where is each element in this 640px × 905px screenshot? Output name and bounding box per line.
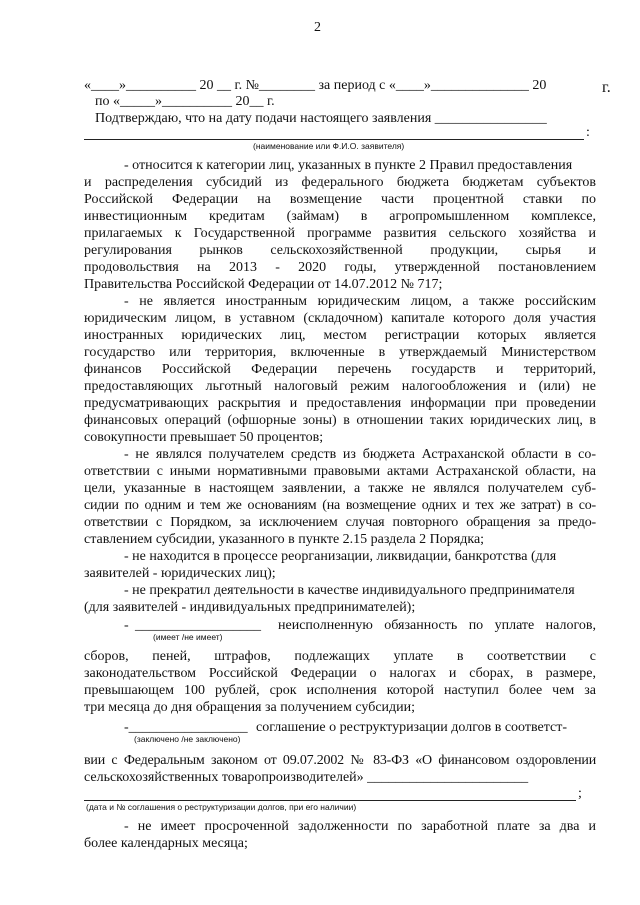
p3-line: - не являлся получателем средств из бюджета Астраханской области в со- [124, 447, 596, 462]
p2-line: иностранных юридических лиц, местом регистрации которых является [84, 328, 596, 343]
p2-line: предоставляющих льготный налоговый режим налогообложения и (или) не [84, 379, 596, 394]
p5-line: - не прекратил деятельности в качестве индивидуального предпринимателя [124, 583, 575, 598]
p3-line: цели, указанные в настоящем заявлении, а также не являлся получателем суб- [84, 481, 596, 496]
header-line-1: «____»__________ 20 __ г. №________ за период с «____»______________ 20 [84, 78, 547, 93]
p1-line: - относится к категории лиц, указанных в пункте 2 Правил предоставления [124, 158, 573, 173]
p5-line: (для заявителей - индивидуальных предпринимателей); [84, 600, 416, 615]
agreement-details-caption: (дата и № соглашения о реструктуризации долгов, при его наличии) [86, 802, 357, 812]
p4-line: заявителей - юридических лиц); [84, 566, 276, 581]
p1-line: инвестиционным кредитам (займам) в агропромышленном комплексе, [84, 209, 596, 224]
debt-status-blank: __________________ [135, 618, 261, 633]
p3-line: ответствии с Порядком, за исключением случая повторного обращения за предо- [84, 515, 596, 530]
p2-line: совокупности превышает 50 процентов; [84, 430, 324, 445]
p8-line: - не имеет просроченной задолженности по заработной плате за два и [124, 819, 596, 834]
confirm-line: Подтверждаю, что на дату подачи настоящего заявления ________________ [95, 111, 547, 126]
p6-line-rest: неисполненную обязанность по уплате налогов, [278, 618, 596, 633]
p2-line: государство или территория, включенные в утверждаемый Министерством [84, 345, 596, 360]
applicant-caption: (наименование или Ф.И.О. заявителя) [253, 141, 405, 151]
p6-dash: - [124, 618, 129, 633]
p6-line: три месяца до дня обращения за получением субсидии; [84, 700, 416, 715]
agreement-details-blank [84, 800, 576, 801]
p8-line: более календарных месяца; [84, 836, 248, 851]
p2-line: финансовых операций (офшорные зоны) в отношении таких юридических лиц, в [84, 413, 596, 428]
p7-line: вии с Федеральным законом от 09.07.2002 № 83-ФЗ «О финансовом оздоровлении [84, 753, 596, 768]
p2-line: предусматривающих раскрытия и предоставления информации при проведении [84, 396, 596, 411]
page-number: 2 [314, 20, 321, 35]
p6-line: превышающем 100 рублей, срок исполнения которой наступил более чем за [84, 683, 596, 698]
header-line-1-tail: г. [602, 79, 611, 96]
p2-line: - не является иностранным юридическим лицом, а также российским [124, 294, 596, 309]
restructuring-status-blank: -_________________ [124, 720, 248, 735]
p3-line: ответствии с иными нормативными правовыми актами Астраханской области, на [84, 464, 596, 479]
p6-line: законодательством Российской Федерации о налогах и сборах, в размере, [84, 666, 596, 681]
p2-line: финансов Российской Федерации перечень государств и территорий, [84, 362, 596, 377]
p1-line: и распределения субсидий из федерального бюджета бюджетам субъектов [84, 175, 596, 190]
header-line-2: по «_____»__________ 20__ г. [95, 94, 275, 109]
p2-line: юридическим лицом, в уставном (складочном) капитале которого доля участия [84, 311, 596, 326]
p1-line: Российской Федерации на возмещение части процентной ставки по [84, 192, 596, 207]
applicant-name-blank [84, 139, 584, 140]
agreement-semicolon: ; [578, 786, 582, 801]
p1-line: регулирования рынков сельскохозяйственной продукции, сырья и [84, 243, 596, 258]
p3-line: сидии по одним и тем же основаниям (на возмещение одних и тех же затрат) в со- [84, 498, 596, 513]
p4-line: - не находится в процессе реорганизации, ликвидации, банкротства (для [124, 549, 557, 564]
debt-status-caption: (имеет /не имеет) [153, 632, 223, 642]
p6-line: сборов, пеней, штрафов, подлежащих уплате в соответствии с [84, 649, 596, 664]
applicant-colon: : [586, 125, 590, 140]
p1-line: продовольствия на 2013 - 2020 годы, утвержденной постановлением [84, 260, 596, 275]
restructuring-status-caption: (заключено /не заключено) [134, 734, 241, 744]
p1-line: прилагаемых к Государственной программе развития сельского хозяйства и [84, 226, 596, 241]
p1-line: Правительства Российской Федерации от 14.07.2012 № 717; [84, 277, 443, 292]
p7-line: сельскохозяйственных товаропроизводителей» _______________________ [84, 770, 529, 785]
p7-line-rest: соглашение о реструктуризации долгов в соответст- [256, 720, 567, 735]
p3-line: ставлением субсидии, указанного в пункте 2.15 раздела 2 Порядка; [84, 532, 485, 547]
